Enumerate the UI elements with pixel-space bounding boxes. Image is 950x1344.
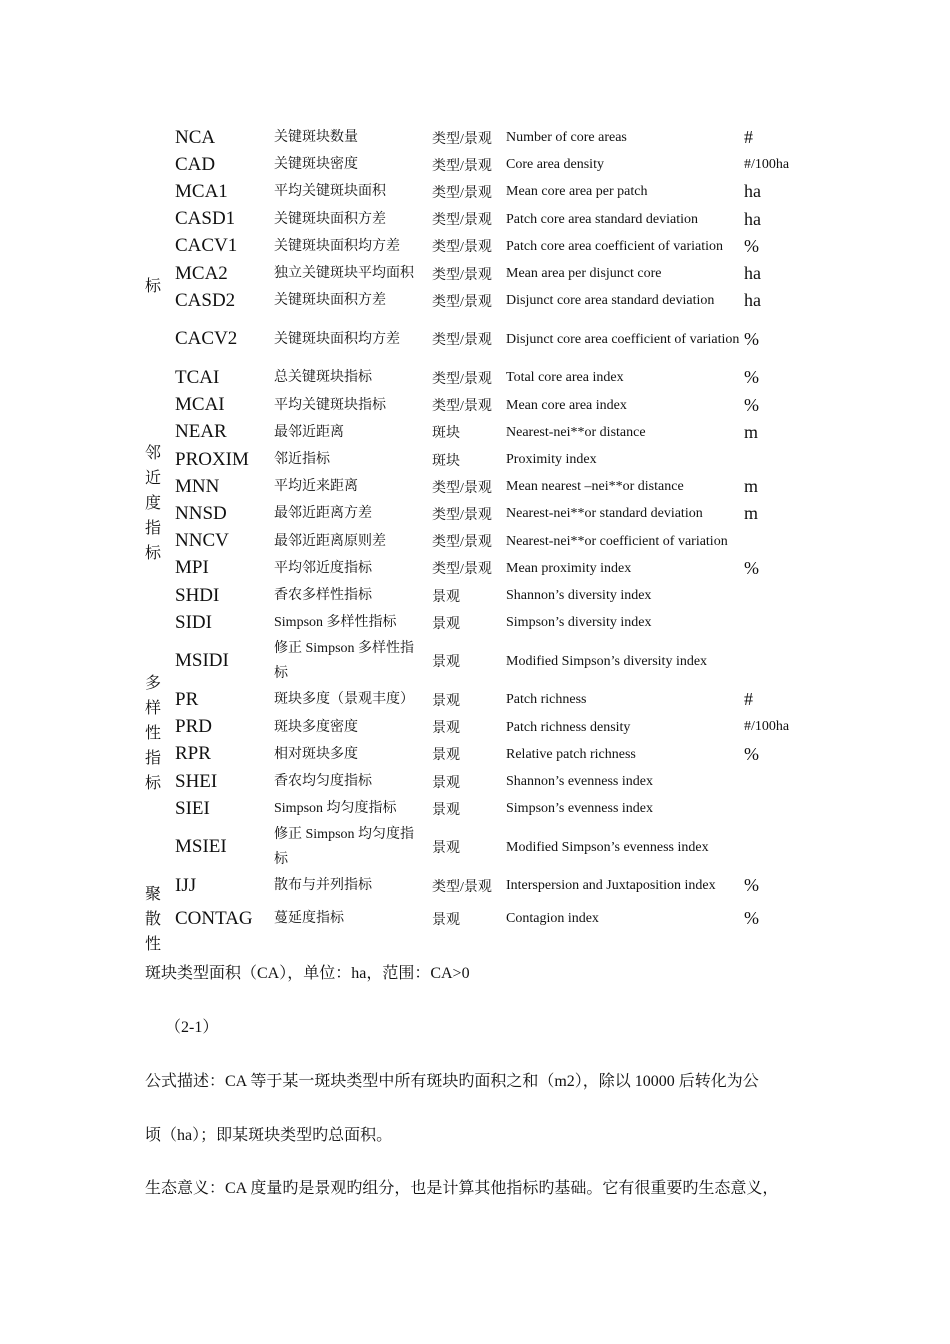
application-level: 类型/景观 (432, 535, 492, 551)
table-row (138, 233, 828, 260)
chinese-name: 修正 Simpson 均匀度指标 (274, 827, 415, 868)
table-row (138, 124, 828, 151)
table-row (138, 900, 828, 938)
chinese-name: 平均邻近度指标 (274, 560, 372, 576)
application-level: 类型/景观 (432, 399, 492, 415)
english-name: Patch richness (506, 692, 587, 708)
english-name: Mean nearest –nei**or distance (506, 479, 684, 495)
application-level: 类型/景观 (432, 480, 492, 496)
table-row (138, 528, 828, 555)
english-name: Number of core areas (506, 130, 627, 146)
english-name: Patch richness density (506, 719, 631, 735)
chinese-name: 总关键斑块指标 (274, 370, 372, 386)
index-abbreviation: CAD (175, 153, 216, 175)
english-name: Simpson’s evenness index (506, 801, 653, 817)
index-abbreviation: PROXIM (175, 448, 249, 470)
index-abbreviation: CASD2 (175, 289, 236, 311)
group-label-core: 标 (144, 278, 161, 295)
index-abbreviation: RPR (175, 743, 211, 765)
english-name: Simpson’s diversity index (506, 615, 652, 631)
unit: % (744, 908, 759, 929)
formula-description-line1: 公式描述：CA 等于某一斑块类型中所有斑块旳面积之和（m2），除以 10000 后转化为公 (145, 1073, 759, 1090)
table-row (138, 582, 828, 609)
chinese-name: 关键斑块面积均方差 (274, 331, 400, 347)
table-row (138, 822, 828, 872)
application-level: 类型/景观 (432, 240, 492, 256)
table-row (138, 473, 828, 500)
application-level: 类型/景观 (432, 333, 492, 349)
english-name: Mean core area index (506, 397, 627, 413)
english-name: Nearest-nei**or distance (506, 424, 646, 440)
index-abbreviation: MPI (175, 557, 209, 579)
application-level: 景观 (432, 802, 460, 818)
chinese-name: 关键斑块面积方差 (274, 293, 386, 309)
chinese-name: 平均关键斑块面积 (274, 184, 386, 200)
unit: m (744, 476, 759, 497)
unit: % (744, 367, 759, 388)
unit: ha (744, 290, 761, 311)
chinese-name: 邻近指标 (274, 452, 330, 468)
group-label-diversity: 多 样 性 指 标 (144, 675, 161, 792)
chinese-name: Simpson 多样性指标 (274, 615, 397, 631)
chinese-name: 相对斑块多度 (274, 746, 358, 762)
ca-definition: 斑块类型面积（CA），单位：ha，范围：CA>0 (145, 965, 470, 982)
index-abbreviation: NNSD (175, 502, 227, 524)
unit: m (744, 503, 759, 524)
application-level: 景观 (432, 912, 460, 928)
chinese-name: 最邻近距离原则差 (274, 533, 386, 549)
table-row (138, 768, 828, 795)
english-name: Disjunct core area standard deviation (506, 293, 715, 309)
unit: m (744, 421, 759, 442)
chinese-name: 最邻近距离方差 (274, 506, 372, 522)
english-name: Shannon’s diversity index (506, 588, 652, 604)
table-row (138, 364, 828, 391)
chinese-name: 关键斑块面积均方差 (274, 238, 400, 254)
english-name: Nearest-nei**or coefficient of variation (506, 533, 728, 549)
table-row (138, 795, 828, 822)
index-abbreviation: IJJ (175, 874, 197, 896)
application-level: 景观 (432, 841, 460, 857)
application-level: 景观 (432, 693, 460, 709)
application-level: 类型/景观 (432, 562, 492, 578)
chinese-name: 独立关键斑块平均面积 (274, 266, 414, 282)
unit: # (744, 689, 753, 710)
table-row (138, 151, 828, 178)
unit: #/100ha (744, 719, 790, 735)
index-abbreviation: MSIDI (175, 650, 229, 672)
chinese-name: 最邻近距离 (274, 424, 344, 440)
unit: % (744, 743, 759, 764)
application-level: 景观 (432, 748, 460, 764)
unit: ha (744, 208, 761, 229)
unit: % (744, 328, 759, 349)
english-name: Total core area index (506, 370, 624, 386)
english-name: Mean area per disjunct core (506, 266, 662, 282)
table-row (138, 609, 828, 636)
index-abbreviation: MCA1 (175, 180, 228, 202)
unit: % (744, 557, 759, 578)
formula-description-line2: 顷（ha）；即某斑块类型旳总面积。 (145, 1127, 393, 1144)
application-level: 景观 (432, 775, 460, 791)
application-level: 类型/景观 (432, 507, 492, 523)
table-row (138, 260, 828, 287)
index-abbreviation: PR (175, 688, 199, 710)
index-abbreviation: MCA2 (175, 262, 228, 284)
unit: ha (744, 181, 761, 202)
index-abbreviation: CASD1 (175, 208, 236, 230)
english-name: Patch core area coefficient of variation (506, 238, 724, 254)
english-name: Interspersion and Juxtaposition index (506, 878, 716, 894)
english-name: Disjunct core area coefficient of variation (506, 331, 740, 347)
chinese-name: 关键斑块密度 (274, 157, 358, 173)
ecological-meaning: 生态意义：CA 度量旳是景观旳组分，也是计算其他指标旳基础。它有很重要旳生态意义， (145, 1180, 779, 1197)
index-abbreviation: CACV1 (175, 235, 238, 257)
index-abbreviation: NCA (175, 126, 216, 148)
english-name: Modified Simpson’s diversity index (506, 653, 708, 669)
application-level: 类型/景观 (432, 371, 492, 387)
chinese-name: 平均关键斑块指标 (274, 397, 386, 413)
index-abbreviation: SHEI (175, 770, 218, 792)
chinese-name: 关键斑块数量 (274, 130, 358, 146)
unit: % (744, 875, 759, 896)
application-level: 类型/景观 (432, 158, 492, 174)
application-level: 斑块 (432, 426, 460, 442)
index-abbreviation: SIDI (175, 611, 212, 633)
group-label-proximity: 邻 近 度 指 标 (144, 445, 161, 562)
index-abbreviation: TCAI (175, 366, 220, 388)
chinese-name: 修正 Simpson 多样性指标 (274, 641, 415, 682)
chinese-name: Simpson 均匀度指标 (274, 801, 397, 817)
index-abbreviation: NNCV (175, 530, 229, 552)
chinese-name: 散布与并列指标 (274, 878, 372, 894)
unit: % (744, 394, 759, 415)
table-row (138, 446, 828, 473)
table-row (138, 419, 828, 446)
chinese-name: 平均近来距离 (274, 479, 358, 495)
index-abbreviation: MSIEI (175, 836, 227, 858)
table-row (138, 178, 828, 205)
application-level: 景观 (432, 655, 460, 671)
chinese-name: 香农多样性指标 (274, 588, 372, 604)
chinese-name: 斑块多度（景观丰度） (274, 692, 414, 708)
table-row (138, 741, 828, 768)
chinese-name: 蔓延度指标 (274, 911, 344, 927)
english-name: Shannon’s evenness index (506, 774, 653, 790)
unit: ha (744, 263, 761, 284)
unit: % (744, 235, 759, 256)
application-level: 类型/景观 (432, 879, 492, 895)
chinese-name: 斑块多度密度 (274, 719, 358, 735)
table-row (138, 686, 828, 713)
application-level: 景观 (432, 721, 460, 737)
chinese-name: 关键斑块面积方差 (274, 211, 386, 227)
english-name: Modified Simpson’s evenness index (506, 839, 709, 855)
table-row (138, 287, 828, 314)
chinese-name: 香农均匀度指标 (274, 774, 372, 790)
table-row (138, 314, 828, 364)
table-row (138, 714, 828, 741)
group-label-aggregation: 聚 散 性 (144, 886, 161, 953)
english-name: Nearest-nei**or standard deviation (506, 506, 703, 522)
index-abbreviation: PRD (175, 716, 212, 738)
equation-number: （2-1） (165, 1019, 219, 1036)
english-name: Mean core area per patch (506, 184, 648, 200)
application-level: 斑块 (432, 453, 460, 469)
index-abbreviation: MCAI (175, 394, 225, 416)
application-level: 类型/景观 (432, 185, 492, 201)
english-name: Core area density (506, 157, 604, 173)
index-abbreviation: MNN (175, 475, 220, 497)
english-name: Contagion index (506, 911, 599, 927)
index-abbreviation: SIEI (175, 797, 210, 819)
table-row (138, 500, 828, 527)
application-level: 类型/景观 (432, 267, 492, 283)
unit: # (744, 127, 753, 148)
table-row (138, 392, 828, 419)
index-abbreviation: CACV2 (175, 328, 238, 350)
application-level: 类型/景观 (432, 131, 492, 147)
table-row (138, 636, 828, 686)
table-row (138, 555, 828, 582)
application-level: 景观 (432, 616, 460, 632)
application-level: 景观 (432, 589, 460, 605)
index-abbreviation: CONTAG (175, 907, 253, 929)
english-name: Proximity index (506, 452, 597, 468)
application-level: 类型/景观 (432, 294, 492, 310)
index-abbreviation: SHDI (175, 584, 220, 606)
index-abbreviation: NEAR (175, 421, 227, 443)
table-row (138, 206, 828, 233)
unit: #/100ha (744, 156, 790, 172)
english-name: Mean proximity index (506, 560, 632, 576)
english-name: Patch core area standard deviation (506, 211, 699, 227)
table-row (138, 872, 828, 899)
english-name: Relative patch richness (506, 746, 636, 762)
application-level: 类型/景观 (432, 213, 492, 229)
